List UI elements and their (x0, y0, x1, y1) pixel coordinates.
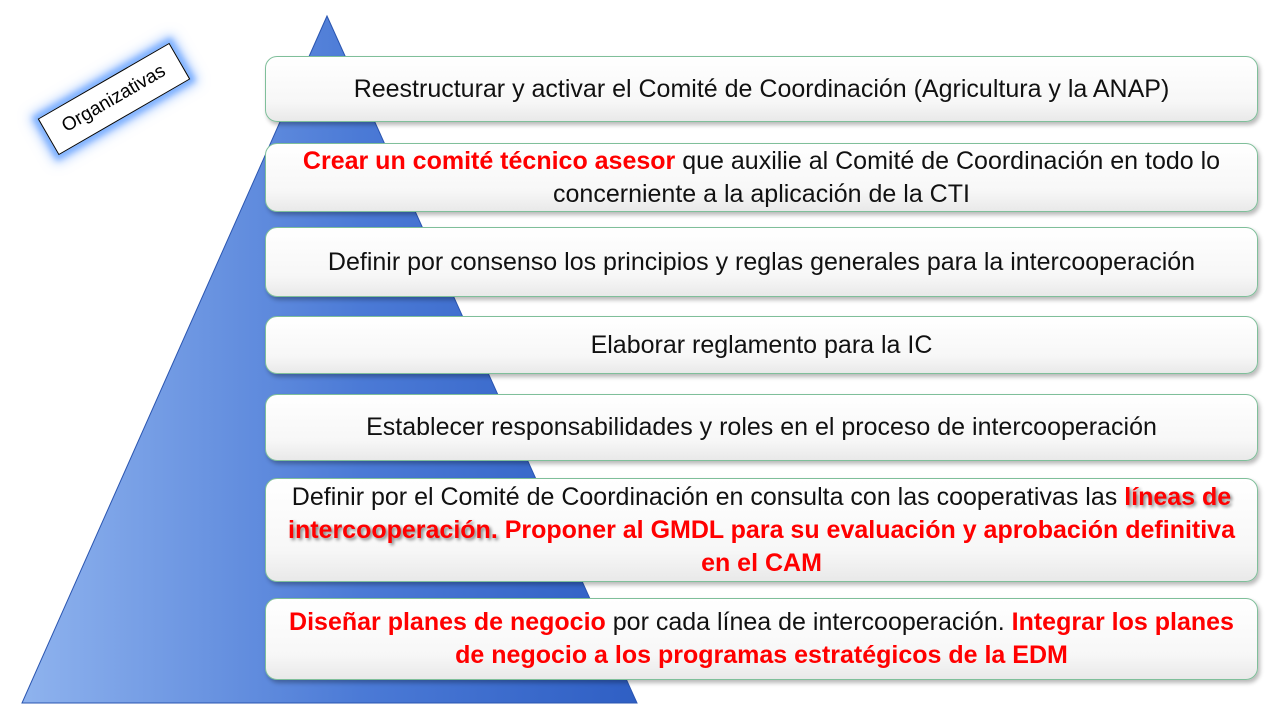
organizativas-label: Organizativas (58, 60, 170, 137)
action-box-6 (265, 478, 1258, 582)
action-box-4 (265, 316, 1258, 374)
action-box-5 (265, 394, 1258, 461)
action-text-5: Establecer responsabilidades y roles en el proceso de intercooperación (366, 413, 1157, 441)
action-text-1: Reestructurar y activar el Comité de Coordinación (Agricultura y la ANAP) (353, 74, 1170, 103)
action-box-7 (265, 598, 1258, 680)
action-box-3 (265, 227, 1258, 297)
action-box-1 (265, 56, 1258, 122)
action-text-2: Crear un comité técnico asesor que auxilie al Comité de Coordinación en todo lo concerniente a la aplicación de la CTI (302, 146, 1221, 208)
action-text-3: Definir por consenso los principios y reglas generales para la intercooperación (327, 247, 1196, 276)
action-text-6: Definir por el Comité de Coordinación en consulta con las cooperativas las líneas de intercooperación. Proponer al GMDL para su evaluación y aprobación definitiva en el CAM (288, 482, 1235, 577)
action-text-4: Elaborar reglamento para la IC (590, 330, 933, 359)
action-box-2 (265, 143, 1258, 212)
action-text-7: Diseñar planes de negocio por cada línea de intercooperación. Integrar los planes de negocio a los programas estratégicos de la EDM (289, 608, 1234, 669)
